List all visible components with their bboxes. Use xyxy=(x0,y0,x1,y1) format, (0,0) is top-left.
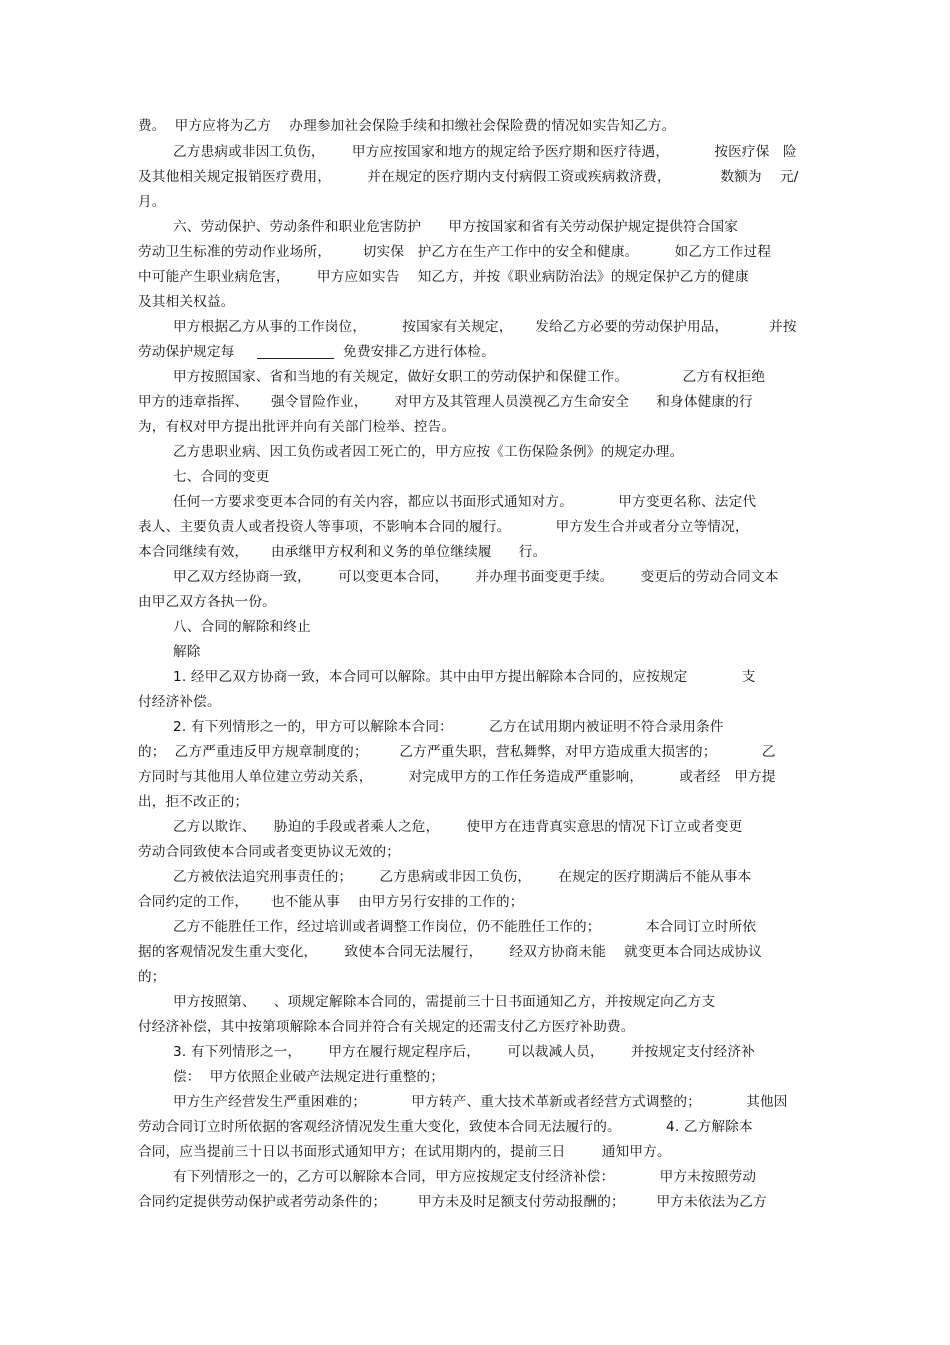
text-line: 乙方被依法追究刑事责任的； 乙方患病或非因工负伤， 在规定的医疗期满后不能从事本 xyxy=(173,869,752,885)
text-line: 付经济补偿，其中按第项解除本合同并符合有关规定的还需支付乙方医疗补助费。 xyxy=(138,1019,635,1035)
text-line: 甲方按照国家、省和当地的有关规定，做好女职工的劳动保护和保健工作。 乙方有权拒绝 xyxy=(173,369,766,385)
text-line: 合同约定的工作， 也不能从事 由甲方另行安排的工作的； xyxy=(138,894,524,910)
text-line: 劳动合同订立时所依据的客观经济情况发生重大变化，致使本合同无法履行的。 4. 乙方解除本 xyxy=(138,1119,753,1135)
text-line: 2. 有下列情形之一的，甲方可以解除本合同： 乙方在试用期内被证明不符合录用条件 xyxy=(173,719,724,735)
text-line: 月。 xyxy=(138,194,166,210)
text-line: 3. 有下列情形之一， 甲方在履行规定程序后， 可以裁减人员， 并按规定支付经济补 xyxy=(173,1044,756,1060)
text-line: 付经济补偿。 xyxy=(138,694,221,710)
text-line: 费。 甲方应将为乙方 办理参加社会保险手续和扣缴社会保险费的情况如实告知乙方。 xyxy=(138,118,676,134)
text-line: 表人、主要负责人或者投资人等事项，不影响本合同的履行。 甲方发生合并或者分立等情况， xyxy=(138,519,749,535)
text-line: 乙方患病或非因工负伤， 甲方应按国家和地方的规定给予医疗期和医疗待遇， 按医疗保 险 xyxy=(173,144,797,160)
text-line: 甲方根据乙方从事的工作岗位， 按国家有关规定， 发给乙方必要的劳动保护用品， 并按 xyxy=(173,319,797,335)
text-line: 六、劳动保护、劳动条件和职业危害防护 甲方按国家和省有关劳动保护规定提供符合国家 xyxy=(173,219,739,235)
text-line: 的； xyxy=(138,969,166,985)
text-line: 甲方按照第、 、项规定解除本合同的，需提前三十日书面通知乙方，并按规定向乙方支 xyxy=(173,994,716,1010)
text-line: 的； 乙方严重违反甲方规章制度的； 乙方严重失职，营私舞弊，对甲方造成重大损害的； 乙 xyxy=(138,744,776,760)
text-line: 甲乙双方经协商一致， 可以变更本合同， 并办理书面变更手续。 变更后的劳动合同文本 xyxy=(173,569,779,585)
text-line: 合同，应当提前三十日以书面形式通知甲方；在试用期内的，提前三日 通知甲方。 xyxy=(138,1144,671,1160)
text-line: 甲方的违章指挥、 强令冒险作业， 对甲方及其管理人员漠视乙方生命安全 和身体健康的行 xyxy=(138,394,753,410)
section-heading: 八、合同的解除和终止 xyxy=(173,619,311,635)
text-line: 及其他相关规定报销医疗费用， 并在规定的医疗期内支付病假工资或疾病救济费， 数额为 元/ xyxy=(138,169,799,185)
text-line: 乙方不能胜任工作，经过培训或者调整工作岗位，仍不能胜任工作的； 本合同订立时所依 xyxy=(173,919,757,935)
text-line: 劳动保护规定每 ___________ 免费安排乙方进行体检。 xyxy=(138,344,495,360)
text-line: 方同时与其他用人单位建立劳动关系， 对完成甲方的工作任务造成严重影响， 或者经 甲方提 xyxy=(138,769,776,785)
text-line: 乙方患职业病、因工负伤或者因工死亡的，甲方应按《工伤保险条例》的规定办理。 xyxy=(173,444,684,460)
text-line: 偿： 甲方依照企业破产法规定进行重整的； xyxy=(173,1069,445,1085)
text-line: 由甲乙双方各执一份。 xyxy=(138,594,276,610)
text-line: 出，拒不改正的； xyxy=(138,794,249,810)
text-line: 为，有权对甲方提出批评并向有关部门检举、控告。 xyxy=(138,419,456,435)
text-line: 乙方以欺诈、 胁迫的手段或者乘人之危， 使甲方在违背真实意思的情况下订立或者变更 xyxy=(173,819,743,835)
text-line: 任何一方要求变更本合同的有关内容，都应以书面形式通知对方。 甲方变更名称、法定代 xyxy=(173,494,757,510)
text-line: 甲方生产经营发生严重困难的； 甲方转产、重大技术革新或者经营方式调整的； 其他因 xyxy=(173,1094,788,1110)
text-line: 中可能产生职业病危害， 甲方应如实告 知乙方，并按《职业病防治法》的规定保护乙方的健康 xyxy=(138,269,749,285)
text-line: 劳动合同致使本合同或者变更协议无效的； xyxy=(138,844,401,860)
text-line: 有下列情形之一的，乙方可以解除本合同，甲方应按规定支付经济补偿： 甲方未按照劳动 xyxy=(173,1169,757,1185)
text-line: 合同约定提供劳动保护或者劳动条件的； 甲方未及时足额支付劳动报酬的； 甲方未依法为乙方 xyxy=(138,1194,767,1210)
text-line: 据的客观情况发生重大变化， 致使本合同无法履行， 经双方协商未能 就变更本合同达成协议 xyxy=(138,944,763,960)
subsection-heading: 解除 xyxy=(173,644,201,660)
text-line: 劳动卫生标准的劳动作业场所， 切实保 护乙方在生产工作中的安全和健康。 如乙方工作过程 xyxy=(138,244,772,260)
text-line: 及其相关权益。 xyxy=(138,294,235,310)
text-line: 本合同继续有效， 由承继甲方权利和义务的单位继续履 行。 xyxy=(138,544,547,560)
section-heading: 七、合同的变更 xyxy=(173,469,270,485)
text-line: 1. 经甲乙双方协商一致，本合同可以解除。其中由甲方提出解除本合同的，应按规定 支 xyxy=(173,669,756,685)
